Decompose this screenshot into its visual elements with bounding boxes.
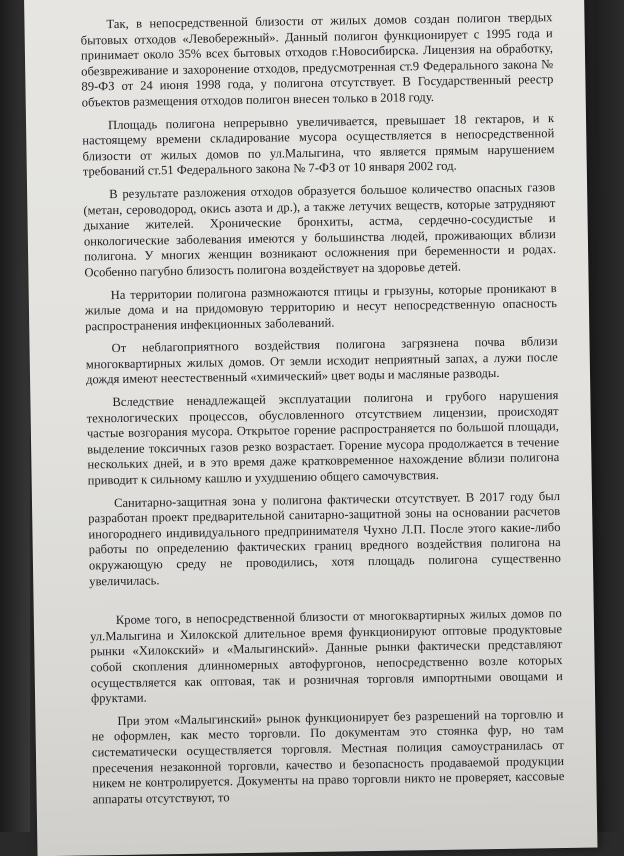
paper-sheet: [24, 0, 597, 856]
paragraph-soil-pollution: От неблагоприятного воздействия полигона загрязнена почва вблизи многоквартирных жилых домов. От земли исходит неприятный запах, а лужи после дождя имеют неестественный «химический» цвет воды и масляные разводы.: [85, 334, 558, 387]
paragraph-malyginsky-market: При этом «Малыгинский» рынок функционирует без разрешений на торговлю и не оформлен, как место торговли. По документам это стоянка фур, но там систематически осуществляется торговля. Местная полиция самоустранилась от пресечения незаконной торговли, качество и безопасность продаваемой продукции никем не контролируется. Документы на право торговли никто не проверяет, кассовые аппараты отсутствуют, то: [91, 706, 565, 807]
paragraph-landfill-area: Площадь полигона непрерывно увеличивается, превышает 18 гектаров, и к настоящему времени складирование мусора осуществляется в непосредственной близости от жилых домов по ул.Малыгина, что является прямым нарушением требований ст.51 Федерального закона № 7-ФЗ от 10 января 2002 год.: [82, 110, 555, 179]
paragraph-fires: Вследствие ненадлежащей эксплуатации полигона и грубого нарушения технологических процессов, обусловленного отсутствием лицензии, происходят частые возгорания мусора. Открытое горение распространяется по большой площади, выделение токсичных газов резко возрастает. Горение мусора продолжается в течение нескольких дней, и в это время даже кратковременное нахождение вблизи полигона приводит к сильному кашлю и ухудшению общего самочувствия.: [86, 388, 560, 488]
document-body: [80, 10, 564, 815]
paragraph-markets: Кроме того, в непосредственной близости от многоквартирных жилых домов по ул.Малыгина и Хилокской длительное время функционируют оптовые продуктовые рынки «Хилокский» и «Малыгинский». Данные рынки фактически представляют собой скопления длинномерных автофургонов, непосредственно возле которых осуществляется как оптовая, так и розничная торговля импортными овощами и фруктами.: [89, 606, 563, 706]
paragraph-birds-rodents: На территории полигона размножаются птицы и грызуны, которые проникают в жилые дома и на придомовую территорию и несут непосредственную опасность распространения инфекционных заболеваний.: [84, 280, 558, 334]
paragraph-landfill-intro: Так, в непосредственной близости от жилых домов создан полигон твердых бытовых отходов «Левобережный». Данный полигон функционирует с 1995 года и принимает около 35% всех бытовых отходов г.Новосибирска. Лицензия на обработку, обезвреживание и захоронение отходов, предусмотренная ст.9 Федерального закона № 89-ФЗ от 24 июня 1998 года, у полигона отсутствует. В Государственный реестр объектов размещения отходов полигон внесен только в 2018 году.: [80, 10, 554, 110]
paragraph-gases-health: В результате разложения отходов образуется большое количество опасных газов (метан, сероводород, окись азота и др.), а также летучих веществ, которые затрудняют дыхание жителей. Хронические бронхиты, астма, сердечно-сосудистые и онкологические заболевания имеются у большинства людей, проживающих вблизи полигона. У многих женщин возникают осложнения при беременности и родах. Особенно пагубно близость полигона воздействует на здоровье детей.: [83, 180, 557, 280]
paragraph-sanitary-zone: Санитарно-защитная зона у полигона фактически отсутствует. В 2017 году был разработан проект предварительной санитарно-защитной зоны на основании расчетов иногороднего индивидуального предпринимателя Чухно Л.П. После этого какие-либо работы по определению фактических границ вредного воздействия полигона на окружающую среду не проводились, хотя площадь полигона существенно увеличилась.: [88, 488, 562, 589]
